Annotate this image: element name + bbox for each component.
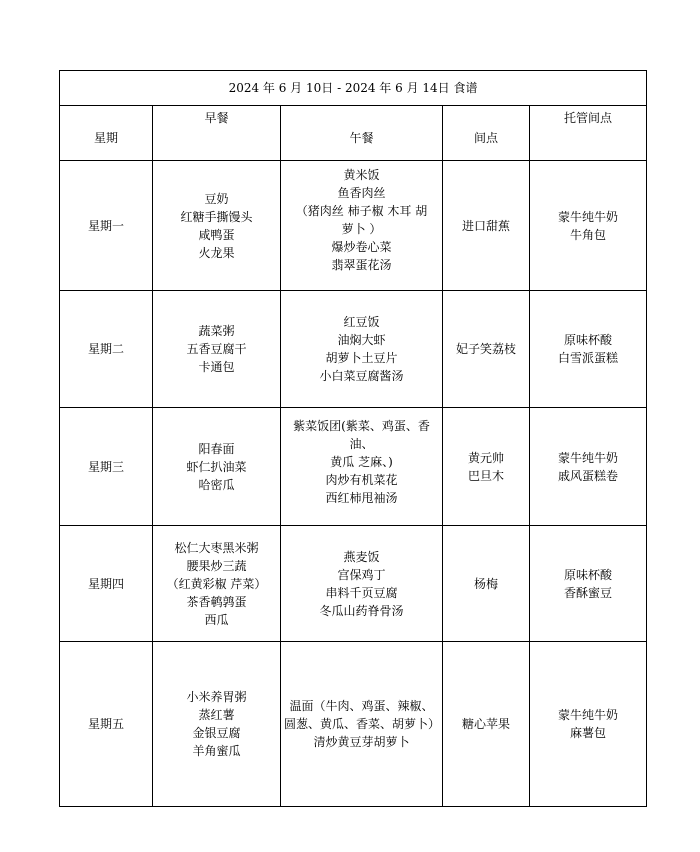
- menu-item-line: 妃子笑荔枝: [455, 342, 516, 356]
- snack-cell: [443, 642, 530, 807]
- day-cell: 星期五: [60, 642, 153, 807]
- menu-item-line: （猪肉丝 柿子椒 木耳 胡: [295, 203, 428, 218]
- cell-lines: [533, 331, 643, 367]
- menu-item-line: 进口甜蕉: [461, 218, 510, 233]
- cell-lines: [533, 566, 643, 602]
- menu-item-line: 小米养胃粥: [186, 690, 247, 704]
- day-cell: 星期四: [60, 526, 153, 642]
- menu-item-line: 串料千页豆腐: [325, 585, 398, 600]
- menu-item-line: 茶香鹌鹑蛋: [186, 594, 247, 609]
- breakfast-cell: [153, 642, 281, 807]
- care-snack-cell: [530, 408, 647, 526]
- menu-item-line: 羊角蜜瓜: [192, 744, 241, 758]
- menu-item-line: 胡萝卜土豆片: [325, 351, 398, 365]
- snack-cell: [443, 161, 530, 291]
- menu-item-line: 蒙牛纯牛奶: [558, 450, 619, 465]
- menu-item-line: 西瓜: [204, 612, 229, 627]
- cell-lines: [284, 548, 439, 620]
- menu-item-line: 温面（牛肉、鸡蛋、辣椒、: [289, 699, 434, 713]
- cell-lines: [156, 688, 277, 760]
- menu-item-line: 原味杯酸: [564, 333, 613, 347]
- menu-item-line: 白雪派蛋糕: [558, 351, 619, 365]
- cell-lines: [156, 322, 277, 376]
- cell-lines: [533, 208, 643, 244]
- cell-lines: [446, 575, 526, 593]
- menu-item-line: 小白菜豆腐酱汤: [319, 369, 404, 383]
- lunch-cell: [281, 408, 443, 526]
- menu-item-line: （红黄彩椒 芹菜）: [166, 576, 267, 591]
- cell-lines: [533, 449, 643, 485]
- menu-item-line: 阳春面: [198, 441, 235, 456]
- care-snack-cell: [530, 642, 647, 807]
- menu-item-line: 鱼香肉丝: [337, 185, 386, 200]
- breakfast-cell: [153, 291, 281, 408]
- snack-cell: [443, 291, 530, 408]
- menu-item-line: 香酥蜜豆: [564, 585, 613, 600]
- menu-item-line: 蒙牛纯牛奶: [558, 209, 619, 224]
- cell-lines: [284, 417, 439, 507]
- menu-item-line: 黄元帅: [467, 450, 504, 465]
- menu-item-line: 哈密瓜: [198, 477, 235, 492]
- menu-item-line: 五香豆腐干: [186, 342, 247, 356]
- menu-title: 2024 年 6 月 10日 - 2024 年 6 月 14日 食谱: [60, 71, 647, 106]
- cell-lines: [156, 440, 277, 494]
- header-snack: 间点: [443, 106, 530, 161]
- care-snack-cell: [530, 291, 647, 408]
- menu-row: [60, 642, 647, 807]
- menu-item-line: 肉炒有机菜花: [325, 472, 398, 487]
- menu-item-line: 红豆饭: [343, 315, 380, 329]
- menu-item-line: 黄瓜 芝麻、): [330, 454, 393, 469]
- menu-item-line: 圆葱、黄瓜、香菜、胡萝卜）: [284, 717, 441, 731]
- menu-item-line: 麻薯包: [570, 726, 607, 740]
- menu-item-line: 原味杯酸: [564, 567, 613, 582]
- cell-lines: [533, 706, 643, 742]
- cell-lines: [446, 217, 526, 235]
- menu-row: [60, 408, 647, 526]
- menu-item-line: 冬瓜山药脊骨汤: [319, 603, 404, 618]
- lunch-cell: [281, 642, 443, 807]
- cell-lines: [156, 539, 277, 629]
- menu-row: [60, 526, 647, 642]
- menu-item-line: 清炒黄豆芽胡萝卜: [313, 735, 410, 749]
- menu-item-line: 燕麦饭: [343, 549, 380, 564]
- cell-lines: [284, 166, 439, 274]
- menu-item-line: 油焖大虾: [337, 333, 386, 347]
- menu-item-line: 翡翠蛋花汤: [331, 257, 392, 272]
- menu-item-line: 巴旦木: [467, 468, 504, 483]
- menu-item-line: 豆奶: [204, 191, 229, 206]
- menu-item-line: 松仁大枣黑米粥: [174, 540, 259, 555]
- breakfast-cell: [153, 408, 281, 526]
- menu-item-line: 卡通包: [198, 360, 235, 374]
- day-cell: 星期三: [60, 408, 153, 526]
- care-snack-cell: [530, 161, 647, 291]
- menu-item-line: 西红柿甩袖汤: [325, 490, 398, 505]
- breakfast-cell: [153, 526, 281, 642]
- cell-lines: [284, 697, 439, 751]
- cell-lines: [446, 340, 526, 358]
- menu-item-line: 糖心苹果: [461, 717, 510, 731]
- menu-body: [60, 161, 647, 807]
- menu-item-line: 牛角包: [570, 227, 607, 242]
- snack-cell: [443, 526, 530, 642]
- menu-row: [60, 161, 647, 291]
- care-snack-cell: [530, 526, 647, 642]
- menu-item-line: 戚风蛋糕卷: [558, 468, 619, 483]
- menu-item-line: 蒙牛纯牛奶: [558, 708, 619, 722]
- lunch-cell: [281, 161, 443, 291]
- menu-item-line: 黄米饭: [343, 167, 380, 182]
- menu-item-line: 金银豆腐: [192, 726, 241, 740]
- menu-item-line: 蒸红薯: [198, 708, 235, 722]
- menu-item-line: 杨梅: [473, 576, 498, 591]
- header-care-snack: 托管间点: [530, 106, 647, 161]
- header-day: 星期: [60, 106, 153, 161]
- cell-lines: [446, 449, 526, 485]
- menu-table: [59, 70, 647, 807]
- day-cell: 星期二: [60, 291, 153, 408]
- menu-row: [60, 291, 647, 408]
- snack-cell: [443, 408, 530, 526]
- menu-item-line: 虾仁扒油菜: [186, 459, 247, 474]
- menu-item-line: 腰果炒三蔬: [186, 558, 247, 573]
- menu-item-line: 红糖手撕馒头: [180, 209, 253, 224]
- menu-item-line: 宫保鸡丁: [337, 567, 386, 582]
- menu-item-line: 蔬菜粥: [198, 324, 235, 338]
- header-lunch: 午餐: [281, 106, 443, 161]
- menu-item-line: 爆炒卷心菜: [331, 239, 392, 254]
- menu-item-line: 火龙果: [198, 245, 235, 260]
- cell-lines: [156, 190, 277, 262]
- lunch-cell: [281, 291, 443, 408]
- day-cell: 星期一: [60, 161, 153, 291]
- breakfast-cell: [153, 161, 281, 291]
- cell-lines: [284, 313, 439, 385]
- menu-item-line: 萝卜 ）: [341, 221, 382, 236]
- lunch-cell: [281, 526, 443, 642]
- menu-item-line: 咸鸭蛋: [198, 227, 235, 242]
- cell-lines: [446, 715, 526, 733]
- header-breakfast: 早餐: [153, 106, 281, 161]
- menu-item-line: 紫菜饭团(紫菜、鸡蛋、香油、: [293, 418, 430, 451]
